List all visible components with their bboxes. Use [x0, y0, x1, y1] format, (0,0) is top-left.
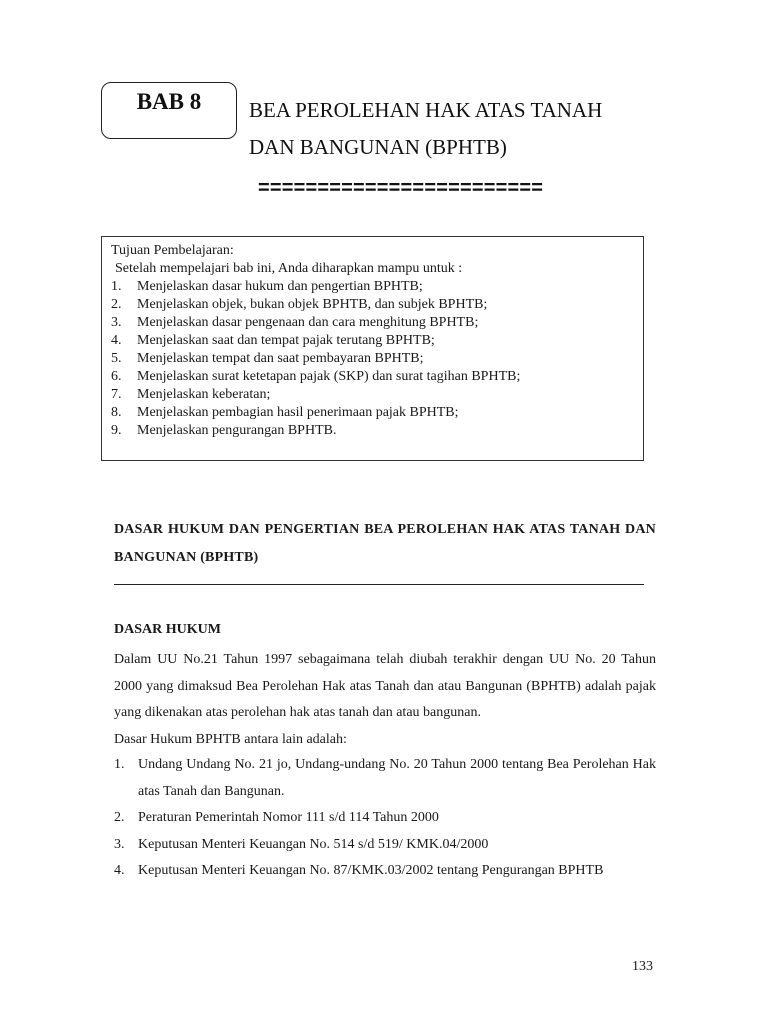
page-number: 133 [632, 959, 653, 974]
list-item: 3. Keputusan Menteri Keuangan No. 514 s/d 519/ KMK.04/2000 [114, 836, 489, 852]
legal-basis-list [114, 752, 656, 885]
list-item: 7. Menjelaskan keberatan; [111, 387, 271, 402]
chapter-title [249, 92, 709, 166]
list-item: 1. Menjelaskan dasar hukum dan pengertian BPHTB; [111, 279, 423, 294]
section-heading: DASAR HUKUM DAN PENGERTIAN BEA PEROLEHAN HAK ATAS TANAH DAN BANGUNAN (BPHTB) [114, 522, 656, 565]
chapter-label: BAB 8 [136, 89, 202, 114]
list-item: 5. Menjelaskan tempat dan saat pembayaran BPHTB; [111, 351, 424, 366]
list-item: 2. Peraturan Pemerintah Nomor 111 s/d 114 Tahun 2000 [114, 810, 439, 825]
list-item: 6. Menjelaskan surat ketetapan pajak (SKP) dan surat tagihan BPHTB; [111, 369, 521, 384]
list-item: 8. Menjelaskan pembagian hasil penerimaan pajak BPHTB; [111, 405, 459, 420]
list-item: 4. Keputusan Menteri Keuangan No. 87/KMK.03/2002 tentang Pengurangan BPHTB [114, 863, 604, 878]
list-item: 2. Menjelaskan objek, bukan objek BPHTB, dan subjek BPHTB; [111, 297, 488, 312]
list-item: 4. Menjelaskan saat dan tempat pajak terutang BPHTB; [111, 333, 435, 348]
objectives-intro: Setelah mempelajari bab ini, Anda diharapkan mampu untuk : [115, 261, 463, 276]
legal-basis-intro: Dasar Hukum BPHTB antara lain adalah: [114, 732, 347, 747]
body-paragraph: Dalam UU No.21 Tahun 1997 sebagaimana telah diubah terakhir dengan UU No. 20 Tahun 2000 yang dimaksud Bea Perolehan Hak atas Tanah dan atau Bangunan (BPHTB) adalah pajak yang dikenakan atas perolehan hak atas tanah dan atau bangunan. [114, 652, 656, 720]
list-item: 1. Undang Undang No. 21 jo, Undang-undang No. 20 Tahun 2000 tentang Bea Perolehan Hak atas Tanah dan Bangunan. [114, 757, 656, 799]
chapter-title-line-2: DAN BANGUNAN (BPHTB) [249, 135, 507, 159]
chapter-title-line-1: BEA PEROLEHAN HAK ATAS TANAH [249, 98, 603, 122]
objectives-heading: Tujuan Pembelajaran: [111, 243, 234, 258]
section-divider [114, 584, 644, 585]
list-item: 3. Menjelaskan dasar pengenaan dan cara menghitung BPHTB; [111, 315, 479, 330]
objectives-list [111, 278, 520, 440]
title-separator: ======================== [258, 177, 544, 199]
subheading-dasar-hukum: DASAR HUKUM [114, 622, 221, 637]
list-item: 9. Menjelaskan pengurangan BPHTB. [111, 423, 337, 438]
